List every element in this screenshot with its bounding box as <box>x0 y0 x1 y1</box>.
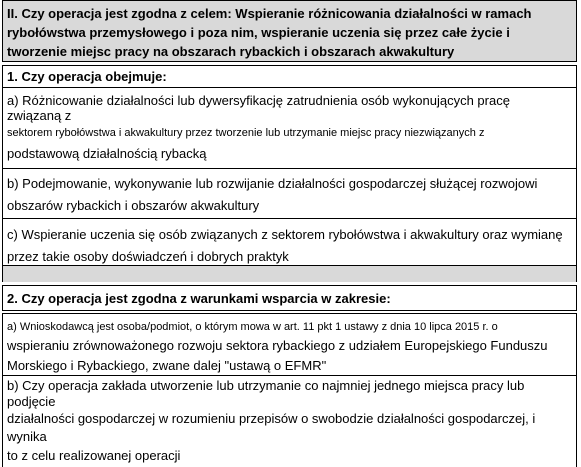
option-text: związaną z <box>7 108 72 123</box>
option-text: przez takie osoby doświadczeń i dobrych praktyk <box>7 249 289 264</box>
question2-option-b <box>2 375 577 467</box>
option-text: działalności gospodarczej w rozumieniu przepisów o swobodzie działalności gospodarczej, i <box>7 411 536 426</box>
option-text: Morskiego i Rybackiego, zwane dalej "ustawą o EFMR" <box>7 358 327 373</box>
option-text: podstawową działalnością rybacką <box>7 146 207 161</box>
section-header-line: tworzenie miejsc pracy na obszarach rybackich i obszarach akwakultury <box>7 44 455 59</box>
option-text: wynika <box>7 429 47 444</box>
question1-title-text: 1. Czy operacja obejmuje: <box>7 69 167 84</box>
question2-option-a <box>2 313 577 376</box>
question1-title <box>2 65 577 88</box>
option-text: obszarów rybackich i obszarów akwakultury <box>7 198 260 213</box>
option-text: sektorem rybołówstwa i akwakultury przez tworzenie lub utrzymanie miejsc pracy niezwiązanych z <box>7 127 485 139</box>
section-header-line: II. Czy operacja jest zgodna z celem: Wspieranie różnicowania działalności w ramach <box>7 6 532 21</box>
question1-option-b <box>2 168 577 219</box>
question1-option-c <box>2 218 577 266</box>
question2-title <box>2 285 577 311</box>
option-text: podjęcie <box>7 394 56 409</box>
option-text: wspieraniu zrównoważonego rozwoju sektora rybackiego z udziałem Europejskiego Funduszu <box>7 338 548 353</box>
option-text: a) Różnicowanie działalności lub dywersyfikację zatrudnienia osób wykonujących pracę <box>7 93 510 108</box>
option-text: b) Podejmowanie, wykonywanie lub rozwijanie działalności gospodarczej służącej rozwojowi <box>7 176 538 191</box>
section-header-line: rybołówstwa przemysłowego i poza nim, wspieranie uczenia się przez całe życie i <box>7 25 510 40</box>
section-header <box>2 0 577 62</box>
option-text: c) Wspieranie uczenia się osób związanych z sektorem rybołówstwa i akwakultury oraz wymianę <box>7 227 563 242</box>
option-text: to z celu realizowanej operacji <box>7 448 181 463</box>
section-separator <box>2 265 577 282</box>
option-text: a) Wnioskodawcą jest osoba/podmiot, o którym mowa w art. 11 pkt 1 ustawy z dnia 10 lipca 2015 r. o <box>7 321 498 333</box>
question1-option-a <box>2 87 577 169</box>
question2-title-text: 2. Czy operacja jest zgodna z warunkami wsparcia w zakresie: <box>7 291 391 306</box>
option-text: b) Czy operacja zakłada utworzenie lub utrzymanie co najmniej jednego miejsca pracy lub <box>7 378 525 393</box>
